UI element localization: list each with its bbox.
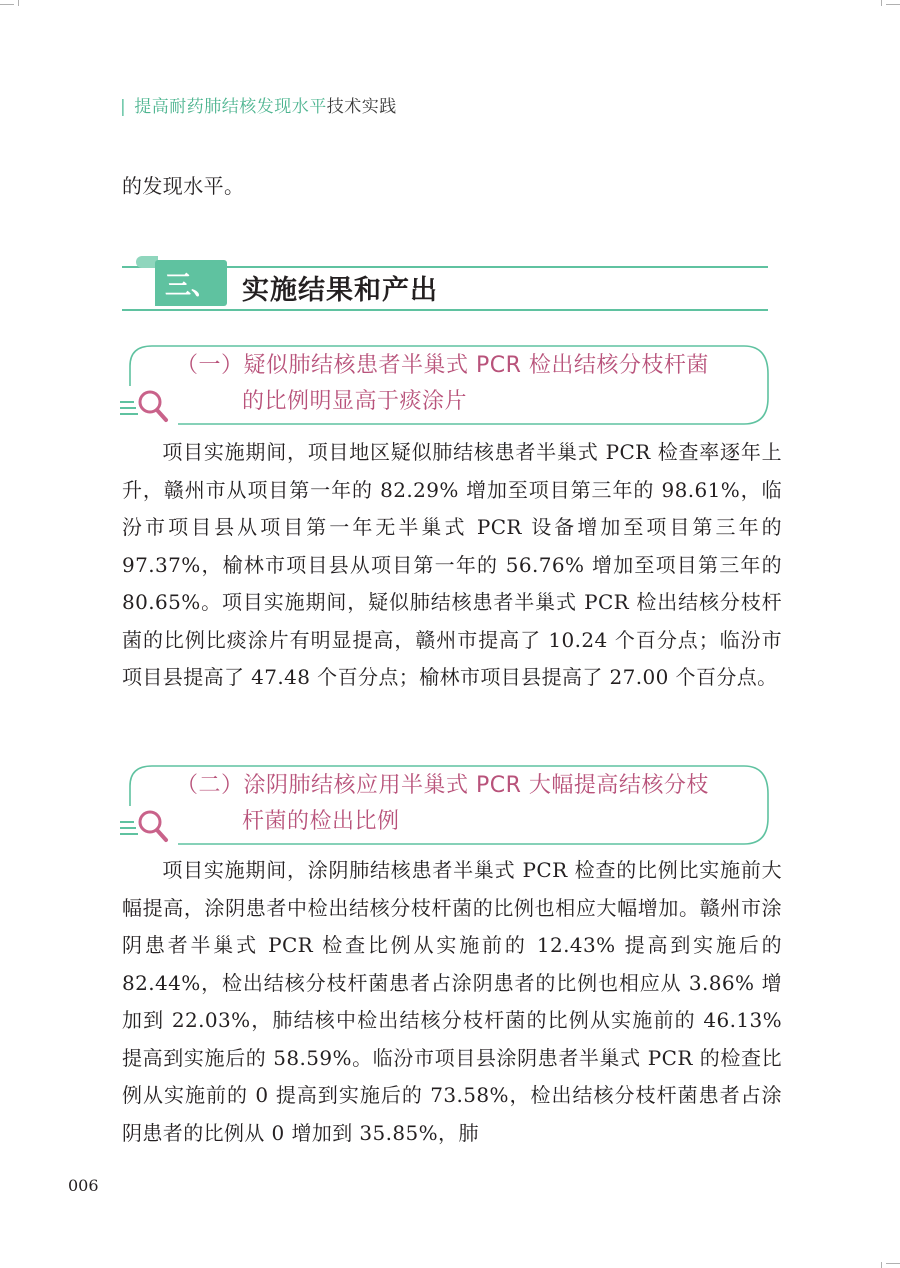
page-number: 006 [68,1176,99,1195]
subhead-title-1 [176,348,756,420]
header-bar-icon: | [120,97,127,117]
paragraph-2 [122,852,782,1152]
header-highlight: 提高耐药肺结核发现水平 [134,97,327,117]
subhead-line2-2: 杆菌的检出比例 [242,809,400,834]
intro-line: 的发现水平。 [122,174,245,198]
subhead-line1-1: 疑似肺结核患者半巢式 PCR 检出结核分枝杆菌 [243,353,709,378]
subhead-line1-2: 涂阴肺结核应用半巢式 PCR 大幅提高结核分枝 [243,773,709,798]
subhead-number-1: （一） [176,353,244,378]
subhead-line2-1: 的比例明显高于痰涂片 [242,389,468,414]
crop-mark-bottom-right-v [881,1262,882,1268]
magnifier-icon [120,812,166,840]
paragraph-1-text: 项目实施期间，项目地区疑似肺结核患者半巢式 PCR 检查率逐年上升，赣州市从项目第一年的 82.29% 增加至项目第三年的 98.61%，临汾市项目县从项目第一年无半巢式 PCR 设备增加至项目第三年的 97.37%，榆林市项目县从项目第一年的 56.76% 增加至项目第三年的 80.65%。项目实施期间，疑似肺结核患者半巢式 PCR 检出结核分枝杆菌的比例比痰涂片有明显提高，赣州市提高了 10.24 个百分点；临汾市项目县提高了 47.48 个百分点；榆林市项目县提高了 27.00 个百分点。 [122,440,782,689]
crop-mark-top-left [0,4,14,5]
subhead-number-2: （二） [176,773,244,798]
crop-mark-top-right [886,4,900,5]
section-title: 实施结果和产出 [242,275,438,306]
crop-mark-bottom-right [886,1263,900,1264]
header-rest: 技术实践 [326,97,397,117]
paragraph-1 [122,434,782,697]
magnifier-icon [120,392,166,420]
section-rule-bottom [122,309,768,311]
running-header [120,92,397,117]
crop-mark-top-left-v [18,0,19,6]
subhead-title-2 [176,768,756,840]
crop-mark-top-right-v [881,0,882,6]
section-number-badge: 三、 [155,260,227,306]
paragraph-2-text: 项目实施期间，涂阴肺结核患者半巢式 PCR 检查的比例比实施前大幅提高，涂阴患者中检出结核分枝杆菌的比例也相应大幅增加。赣州市涂阴患者半巢式 PCR 检查比例从实施前的 12.43% 提高到实施后的 82.44%，检出结核分枝杆菌患者占涂阴患者的比例也相应从 3.86% 增加到 22.03%，肺结核中检出结核分枝杆菌的比例从实施前的 46.13% 提高到实施后的 58.59%。临汾市项目县涂阴患者半巢式 PCR 的检查比例从实施前的 0 提高到实施后的 73.58%，检出结核分枝杆菌患者占涂阴患者的比例从 0 增加到 35.85%，肺 [122,858,782,1145]
